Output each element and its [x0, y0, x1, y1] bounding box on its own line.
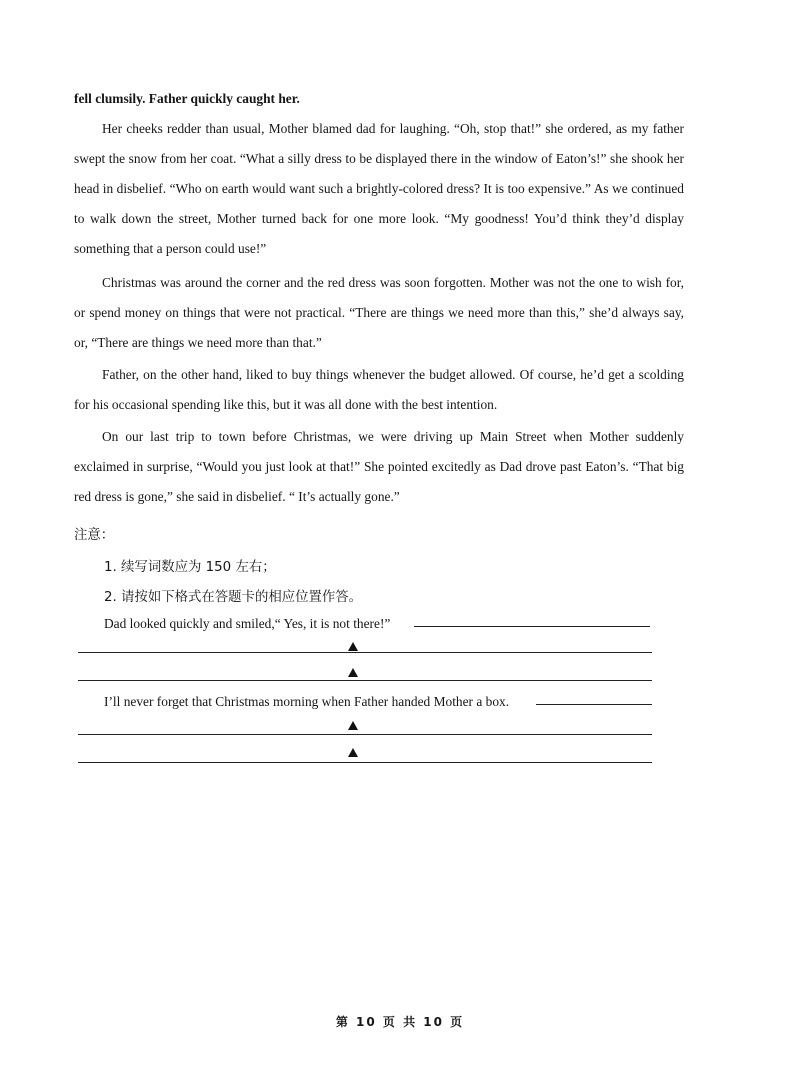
answer-prompt-1: Dad looked quickly and smiled,“ Yes, it is not there!” — [104, 616, 391, 631]
answer-line[interactable] — [78, 680, 652, 681]
answer-line[interactable] — [414, 626, 650, 627]
answer-line[interactable] — [78, 762, 652, 763]
paragraph-last-trip: On our last trip to town before Christmas, we were driving up Main Street when Mother suddenly exclaimed in surprise, “Would you just look at that!” She pointed excitedly as Dad drove past Eaton’s. “That big red dress is gone,” she said in disbelief. “ It’s actually gone.” — [74, 429, 684, 504]
page-number-footer: 第 10 页 共 10 页 — [335, 1015, 465, 1029]
notes-heading: 注意： — [74, 528, 115, 543]
triangle-marker-icon — [348, 721, 358, 730]
answer-line[interactable] — [78, 652, 652, 653]
paragraph-father-spending: Father, on the other hand, liked to buy things whenever the budget allowed. Of course, he’d get a scolding for his occasional spending like this, but it was all done with the best intention. — [74, 367, 684, 412]
paragraph-continuation: fell clumsily. Father quickly caught her. — [74, 91, 300, 106]
answer-prompt-2: I’ll never forget that Christmas morning when Father handed Mother a box. — [104, 694, 510, 709]
note-item-format: 2. 请按如下格式在答题卡的相应位置作答。 — [104, 590, 363, 605]
triangle-marker-icon — [348, 642, 358, 651]
answer-line[interactable] — [536, 704, 652, 705]
triangle-marker-icon — [348, 668, 358, 677]
answer-line[interactable] — [78, 734, 652, 735]
note-item-word-count: 1. 续写词数应为 150 左右； — [104, 560, 276, 575]
triangle-marker-icon — [348, 748, 358, 757]
paragraph-christmas-corner: Christmas was around the corner and the red dress was soon forgotten. Mother was not the one to wish for, or spend money on things that were not practical. “There are things we need more than this,” she’d always say, or, “There are things we need more than that.” — [74, 275, 684, 350]
paragraph-cheeks-redder: Her cheeks redder than usual, Mother blamed dad for laughing. “Oh, stop that!” she ordered, as my father swept the snow from her coat. “What a silly dress to be displayed there in the window of Eaton’s!” she shook her head in disbelief. “Who on earth would want such a brightly-colored dress? It is too expensive.” As we continued to walk down the street, Mother turned back for one more look. “My goodness! You’d think they’d display something that a person could use!” — [74, 121, 684, 256]
